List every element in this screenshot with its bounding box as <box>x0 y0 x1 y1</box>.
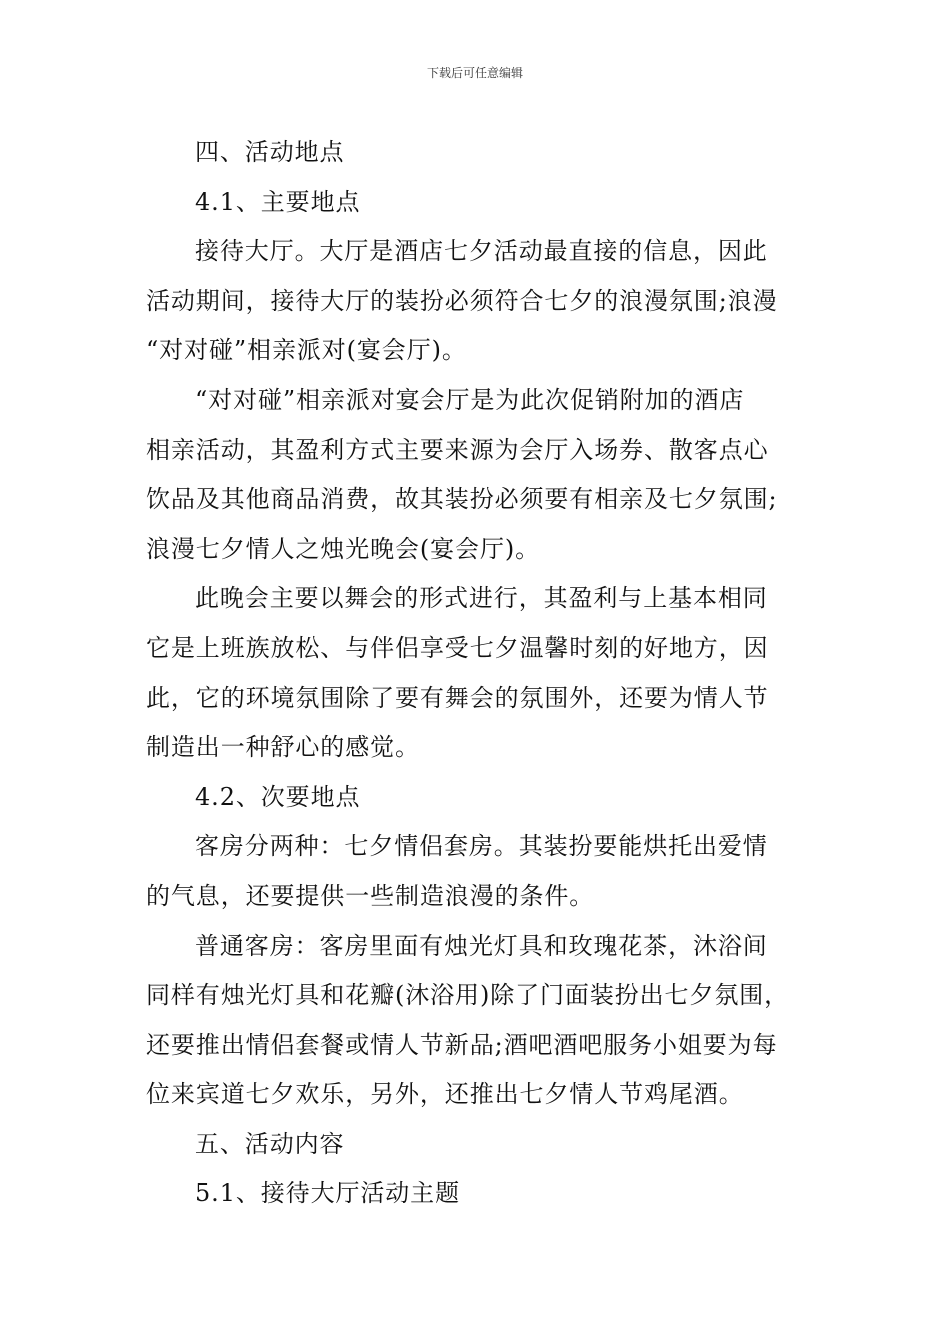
text-line: 制造出一种舒心的感觉。 <box>146 733 420 762</box>
text-line: 4.1、主要地点 <box>195 187 361 216</box>
text-line: “对对碰”相亲派对宴会厅是为此次促销附加的酒店 <box>195 385 745 414</box>
text-line: 5.1、接待大厅活动主题 <box>195 1179 460 1208</box>
text-line: 它是上班族放松、与伴侣享受七夕温馨时刻的好地方，因 <box>146 633 769 662</box>
text-line: 活动期间，接待大厅的装扮必须符合七夕的浪漫氛围;浪漫 <box>146 286 778 315</box>
text-line: 的气息，还要提供一些制造浪漫的条件。 <box>146 881 595 910</box>
text-line: 4.2、次要地点 <box>195 782 361 811</box>
text-line: 浪漫七夕情人之烛光晚会(宴会厅)。 <box>146 534 541 563</box>
text-line: 此，它的环境氛围除了要有舞会的氛围外，还要为情人节 <box>146 683 769 712</box>
text-line: 普通客房：客房里面有烛光灯具和玫瑰花茶，沐浴间 <box>195 931 768 960</box>
text-line: 五、活动内容 <box>195 1129 345 1158</box>
text-line: 同样有烛光灯具和花瓣(沐浴用)除了门面装扮出七夕氛围， <box>146 981 790 1010</box>
document-body <box>146 128 811 1219</box>
text-line: “对对碰”相亲派对(宴会厅)。 <box>146 336 467 365</box>
text-line: 位来宾道七夕欢乐，另外，还推出七夕情人节鸡尾酒。 <box>146 1080 744 1109</box>
text-line: 接待大厅。大厅是酒店七夕活动最直接的信息，因此 <box>195 237 768 266</box>
text-line: 客房分两种：七夕情侣套房。其装扮要能烘托出爱情 <box>195 832 768 861</box>
text-line: 还要推出情侣套餐或情人节新品;酒吧酒吧服务小姐要为每 <box>146 1030 778 1059</box>
text-line: 相亲活动，其盈利方式主要来源为会厅入场券、散客点心 <box>146 435 769 464</box>
text-line: 饮品及其他商品消费，故其装扮必须要有相亲及七夕氛围; <box>146 485 778 514</box>
text-line: 四、活动地点 <box>195 138 345 166</box>
page-header: 下载后可任意编辑 <box>426 66 523 80</box>
text-line: 此晚会主要以舞会的形式进行，其盈利与上基本相同 <box>195 584 768 613</box>
